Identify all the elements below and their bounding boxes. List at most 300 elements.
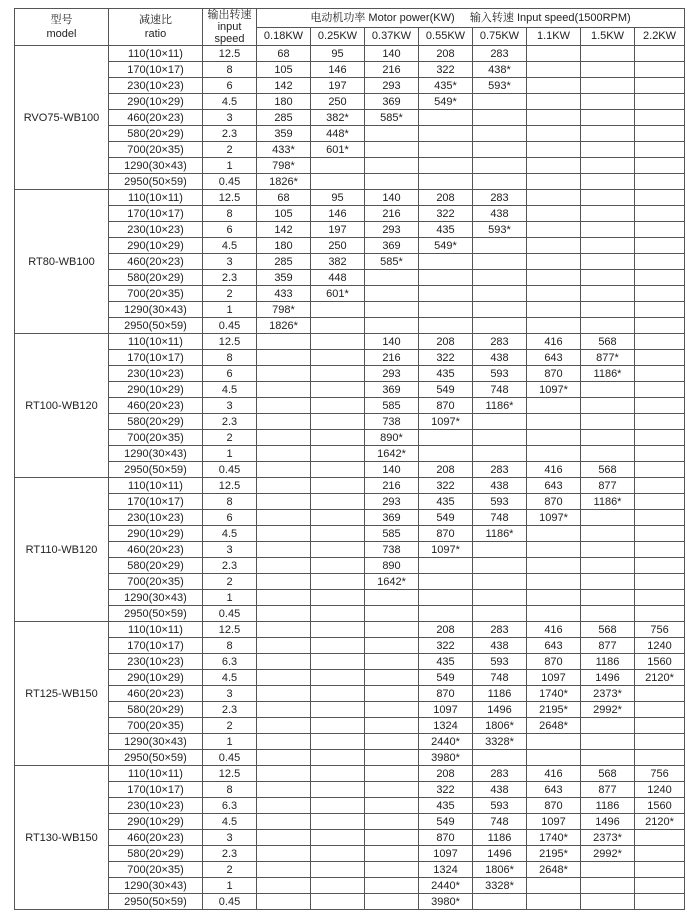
power-value-cell (419, 318, 473, 334)
power-value-cell (581, 862, 635, 878)
ratio-cell: 2950(50×59) (109, 174, 203, 190)
table-row (15, 558, 685, 574)
table-row (15, 782, 685, 798)
power-value-cell (311, 302, 365, 318)
power-value-cell: 359 (257, 126, 311, 142)
power-value-cell (365, 622, 419, 638)
power-value-cell (365, 766, 419, 782)
speed-cell: 4.5 (203, 670, 257, 686)
ratio-cell: 290(10×29) (109, 526, 203, 542)
power-value-cell (365, 878, 419, 894)
power-value-cell (419, 286, 473, 302)
power-value-cell (581, 318, 635, 334)
ratio-cell: 700(20×35) (109, 286, 203, 302)
power-value-cell: 438 (473, 638, 527, 654)
power-value-cell: 438 (473, 206, 527, 222)
table-row (15, 302, 685, 318)
power-value-cell: 643 (527, 638, 581, 654)
power-value-cell: 1826* (257, 174, 311, 190)
power-value-cell: 359 (257, 270, 311, 286)
power-value-cell (635, 158, 685, 174)
speed-cell: 2.3 (203, 126, 257, 142)
power-value-cell: 593* (473, 222, 527, 238)
power-value-cell: 140 (365, 190, 419, 206)
power-value-cell (581, 414, 635, 430)
table-row (15, 270, 685, 286)
power-value-cell (635, 366, 685, 382)
speed-cell: 1 (203, 302, 257, 318)
ratio-cell: 290(10×29) (109, 670, 203, 686)
power-value-cell: 798* (257, 158, 311, 174)
power-value-cell (257, 830, 311, 846)
table-row (15, 350, 685, 366)
power-value-cell (635, 430, 685, 446)
power-value-cell (311, 478, 365, 494)
ratio-cell: 2950(50×59) (109, 462, 203, 478)
power-value-cell: 748 (473, 670, 527, 686)
power-value-cell: 549* (419, 238, 473, 254)
speed-cell: 0.45 (203, 174, 257, 190)
power-value-cell: 3328* (473, 734, 527, 750)
power-value-cell: 3328* (473, 878, 527, 894)
table-row (15, 366, 685, 382)
power-value-cell (257, 398, 311, 414)
header-model-en: model (46, 28, 77, 40)
ratio-cell: 230(10×23) (109, 222, 203, 238)
power-value-cell: 568 (581, 334, 635, 350)
power-value-cell (311, 670, 365, 686)
power-value-cell (581, 510, 635, 526)
table-row (15, 286, 685, 302)
power-value-cell (527, 254, 581, 270)
speed-cell: 1 (203, 446, 257, 462)
ratio-cell: 580(20×29) (109, 702, 203, 718)
power-value-cell: 1806* (473, 718, 527, 734)
power-value-cell (311, 526, 365, 542)
power-value-cell (365, 302, 419, 318)
speed-cell: 8 (203, 62, 257, 78)
power-value-cell: 142 (257, 78, 311, 94)
power-value-cell (581, 542, 635, 558)
power-value-cell (581, 222, 635, 238)
power-value-cell: 433* (257, 142, 311, 158)
speed-cell: 8 (203, 638, 257, 654)
model-cell: RT100-WB120 (15, 334, 109, 478)
power-value-cell (581, 238, 635, 254)
power-value-cell (527, 286, 581, 302)
table-row (15, 126, 685, 142)
ratio-cell: 460(20×23) (109, 110, 203, 126)
power-value-cell (473, 94, 527, 110)
power-value-cell (257, 494, 311, 510)
power-value-cell (257, 478, 311, 494)
power-value-cell: 585 (365, 398, 419, 414)
power-value-cell: 216 (365, 206, 419, 222)
ratio-cell: 2950(50×59) (109, 750, 203, 766)
power-value-cell (365, 894, 419, 910)
power-value-cell (365, 270, 419, 286)
power-value-cell (257, 590, 311, 606)
power-value-cell: 1642* (365, 446, 419, 462)
header-power-0-25kw: 0.25KW (311, 27, 365, 46)
power-value-cell: 585 (365, 526, 419, 542)
power-value-cell (527, 878, 581, 894)
speed-cell: 1 (203, 734, 257, 750)
speed-cell: 0.45 (203, 462, 257, 478)
power-value-cell: 870 (527, 654, 581, 670)
table-row (15, 238, 685, 254)
power-value-cell (527, 446, 581, 462)
power-value-cell (257, 654, 311, 670)
power-value-cell: 448* (311, 126, 365, 142)
ratio-cell: 1290(30×43) (109, 158, 203, 174)
power-value-cell: 68 (257, 190, 311, 206)
power-value-cell (527, 590, 581, 606)
power-value-cell (311, 718, 365, 734)
ratio-cell: 110(10×11) (109, 190, 203, 206)
power-value-cell (473, 126, 527, 142)
power-value-cell (473, 606, 527, 622)
power-value-cell (581, 526, 635, 542)
power-value-cell: 1740* (527, 830, 581, 846)
power-value-cell: 593 (473, 494, 527, 510)
power-value-cell (257, 334, 311, 350)
header-power-0-37kw: 0.37KW (365, 27, 419, 46)
power-value-cell (365, 286, 419, 302)
power-value-cell: 369 (365, 510, 419, 526)
power-value-cell (635, 686, 685, 702)
power-value-cell (311, 350, 365, 366)
power-value-cell (365, 318, 419, 334)
power-value-cell: 748 (473, 510, 527, 526)
power-value-cell (527, 750, 581, 766)
power-value-cell: 1097* (419, 542, 473, 558)
power-value-cell (419, 110, 473, 126)
power-value-cell: 1496 (581, 670, 635, 686)
power-value-cell: 382 (311, 254, 365, 270)
power-value-cell: 549 (419, 510, 473, 526)
power-value-cell (365, 814, 419, 830)
table-row (15, 654, 685, 670)
ratio-cell: 1290(30×43) (109, 302, 203, 318)
power-value-cell: 1496 (473, 702, 527, 718)
power-value-cell: 593 (473, 366, 527, 382)
ratio-cell: 700(20×35) (109, 142, 203, 158)
power-value-cell (635, 478, 685, 494)
table-row (15, 462, 685, 478)
ratio-cell: 170(10×17) (109, 638, 203, 654)
power-value-cell (635, 142, 685, 158)
power-value-cell: 216 (365, 62, 419, 78)
ratio-cell: 170(10×17) (109, 62, 203, 78)
power-value-cell (365, 686, 419, 702)
power-value-cell (581, 270, 635, 286)
power-value-cell: 95 (311, 190, 365, 206)
power-value-cell: 1186 (581, 798, 635, 814)
power-value-cell (365, 174, 419, 190)
power-value-cell (635, 190, 685, 206)
table-row (15, 110, 685, 126)
header-speed (203, 9, 257, 46)
power-value-cell (257, 878, 311, 894)
power-value-cell (311, 174, 365, 190)
power-value-cell (257, 846, 311, 862)
table-row (15, 606, 685, 622)
speed-cell: 8 (203, 782, 257, 798)
power-value-cell (635, 750, 685, 766)
table-row (15, 78, 685, 94)
power-value-cell: 146 (311, 206, 365, 222)
power-value-cell (635, 574, 685, 590)
speed-cell: 6 (203, 510, 257, 526)
power-value-cell (365, 654, 419, 670)
power-value-cell (581, 590, 635, 606)
power-value-cell: 216 (365, 478, 419, 494)
power-value-cell: 1097 (419, 702, 473, 718)
ratio-cell: 170(10×17) (109, 494, 203, 510)
ratio-cell: 2950(50×59) (109, 894, 203, 910)
power-value-cell: 142 (257, 222, 311, 238)
power-value-cell: 870 (419, 686, 473, 702)
power-value-cell (257, 734, 311, 750)
power-value-cell: 208 (419, 334, 473, 350)
header-power-0-55kw: 0.55KW (419, 27, 473, 46)
ratio-cell: 2950(50×59) (109, 318, 203, 334)
power-value-cell (581, 750, 635, 766)
model-cell: RT130-WB150 (15, 766, 109, 910)
power-value-cell (635, 846, 685, 862)
power-value-cell (257, 414, 311, 430)
table-row (15, 846, 685, 862)
power-value-cell: 416 (527, 462, 581, 478)
table-row (15, 190, 685, 206)
power-value-cell (581, 734, 635, 750)
power-value-cell: 322 (419, 782, 473, 798)
power-value-cell: 1560 (635, 798, 685, 814)
power-value-cell (365, 702, 419, 718)
header-speed-cn: 输出转速 (207, 9, 252, 21)
ratio-cell: 700(20×35) (109, 862, 203, 878)
power-value-cell: 1186 (473, 830, 527, 846)
power-value-cell (257, 606, 311, 622)
power-value-cell: 448 (311, 270, 365, 286)
power-value-cell: 208 (419, 190, 473, 206)
power-value-cell (473, 446, 527, 462)
power-value-cell (257, 574, 311, 590)
power-value-cell (365, 126, 419, 142)
ratio-cell: 290(10×29) (109, 382, 203, 398)
speed-cell: 12.5 (203, 766, 257, 782)
table-row (15, 702, 685, 718)
table-row (15, 718, 685, 734)
power-value-cell (473, 574, 527, 590)
power-value-cell (635, 718, 685, 734)
power-value-cell (365, 798, 419, 814)
power-value-cell (581, 190, 635, 206)
power-value-cell: 601* (311, 286, 365, 302)
speed-cell: 2.3 (203, 558, 257, 574)
power-value-cell (527, 78, 581, 94)
ratio-cell: 1290(30×43) (109, 590, 203, 606)
speed-cell: 3 (203, 254, 257, 270)
power-value-cell (635, 894, 685, 910)
table-row (15, 526, 685, 542)
power-value-cell (581, 398, 635, 414)
power-value-cell (527, 158, 581, 174)
speed-cell: 2.3 (203, 270, 257, 286)
power-value-cell (635, 414, 685, 430)
power-value-cell: 890* (365, 430, 419, 446)
table-row (15, 734, 685, 750)
ratio-cell: 110(10×11) (109, 478, 203, 494)
power-value-cell: 435 (419, 222, 473, 238)
power-value-cell: 1324 (419, 718, 473, 734)
power-value-cell: 1186* (473, 398, 527, 414)
power-value-cell (257, 430, 311, 446)
table-row (15, 590, 685, 606)
power-value-cell (257, 638, 311, 654)
power-value-cell (257, 686, 311, 702)
power-value-cell (311, 846, 365, 862)
ratio-cell: 580(20×29) (109, 270, 203, 286)
power-value-cell (419, 606, 473, 622)
power-value-cell (365, 862, 419, 878)
power-value-cell: 180 (257, 238, 311, 254)
power-value-cell (473, 142, 527, 158)
power-value-cell (635, 462, 685, 478)
ratio-cell: 460(20×23) (109, 830, 203, 846)
power-value-cell: 140 (365, 46, 419, 62)
power-value-cell (365, 782, 419, 798)
power-value-cell: 435 (419, 366, 473, 382)
power-value-cell: 283 (473, 766, 527, 782)
ratio-cell: 460(20×23) (109, 254, 203, 270)
power-value-cell (311, 734, 365, 750)
table-row (15, 510, 685, 526)
power-value-cell (257, 798, 311, 814)
table-row (15, 414, 685, 430)
power-value-cell: 870 (527, 494, 581, 510)
power-value-cell: 568 (581, 462, 635, 478)
header-ratio-en: ratio (144, 28, 167, 40)
power-value-cell (581, 174, 635, 190)
table-row (15, 542, 685, 558)
power-value-cell (581, 206, 635, 222)
power-value-cell: 870 (527, 798, 581, 814)
power-value-cell (365, 606, 419, 622)
power-value-cell: 870 (419, 526, 473, 542)
power-value-cell: 438* (473, 62, 527, 78)
power-value-cell (257, 462, 311, 478)
power-value-cell (581, 302, 635, 318)
power-value-cell (257, 670, 311, 686)
power-value-cell: 2992* (581, 702, 635, 718)
power-value-cell (473, 414, 527, 430)
power-value-cell: 438 (473, 478, 527, 494)
power-value-cell (257, 510, 311, 526)
ratio-cell: 1290(30×43) (109, 446, 203, 462)
power-value-cell: 870 (419, 398, 473, 414)
power-value-cell (311, 878, 365, 894)
power-value-cell: 568 (581, 622, 635, 638)
power-value-cell (257, 782, 311, 798)
power-value-cell (635, 222, 685, 238)
power-value-cell (419, 590, 473, 606)
speed-cell: 6.3 (203, 798, 257, 814)
header-model (15, 9, 109, 46)
ratio-cell: 170(10×17) (109, 206, 203, 222)
speed-cell: 2 (203, 286, 257, 302)
power-value-cell (635, 46, 685, 62)
ratio-cell: 580(20×29) (109, 126, 203, 142)
table-row (15, 62, 685, 78)
table-row (15, 382, 685, 398)
speed-cell: 6 (203, 366, 257, 382)
power-value-cell: 208 (419, 462, 473, 478)
power-value-cell (635, 526, 685, 542)
power-value-cell (311, 494, 365, 510)
table-row (15, 574, 685, 590)
ratio-cell: 110(10×11) (109, 766, 203, 782)
power-value-cell (635, 78, 685, 94)
model-cell: RT80-WB100 (15, 190, 109, 334)
power-value-cell (311, 766, 365, 782)
power-value-cell (581, 110, 635, 126)
power-value-cell: 146 (311, 62, 365, 78)
ratio-cell: 230(10×23) (109, 366, 203, 382)
power-value-cell: 250 (311, 238, 365, 254)
power-value-cell: 549* (419, 94, 473, 110)
header-speed-en2: speed (214, 33, 245, 45)
power-value-cell (257, 558, 311, 574)
power-value-cell: 435 (419, 494, 473, 510)
speed-cell: 2.3 (203, 414, 257, 430)
power-value-cell: 1097* (419, 414, 473, 430)
power-value-cell (581, 574, 635, 590)
power-value-cell (527, 238, 581, 254)
power-value-cell: 1097* (527, 510, 581, 526)
power-value-cell (581, 558, 635, 574)
speed-cell: 3 (203, 830, 257, 846)
ratio-cell: 110(10×11) (109, 46, 203, 62)
speed-cell: 6 (203, 222, 257, 238)
power-value-cell (581, 446, 635, 462)
power-value-cell (581, 94, 635, 110)
ratio-cell: 170(10×17) (109, 782, 203, 798)
power-value-cell: 105 (257, 62, 311, 78)
power-value-cell (419, 174, 473, 190)
power-value-cell: 293 (365, 494, 419, 510)
power-value-cell (635, 238, 685, 254)
power-value-cell: 283 (473, 462, 527, 478)
power-value-cell (473, 174, 527, 190)
power-value-cell: 68 (257, 46, 311, 62)
power-value-cell (365, 718, 419, 734)
header-power-1-1kw: 1.1KW (527, 27, 581, 46)
speed-cell: 3 (203, 542, 257, 558)
power-value-cell: 293 (365, 78, 419, 94)
power-value-cell: 416 (527, 622, 581, 638)
table-row (15, 670, 685, 686)
power-value-cell (473, 430, 527, 446)
speed-cell: 0.45 (203, 606, 257, 622)
speed-cell: 4.5 (203, 94, 257, 110)
power-value-cell (635, 446, 685, 462)
power-value-cell (527, 46, 581, 62)
power-value-cell: 738 (365, 414, 419, 430)
power-value-cell: 95 (311, 46, 365, 62)
power-value-cell: 1560 (635, 654, 685, 670)
